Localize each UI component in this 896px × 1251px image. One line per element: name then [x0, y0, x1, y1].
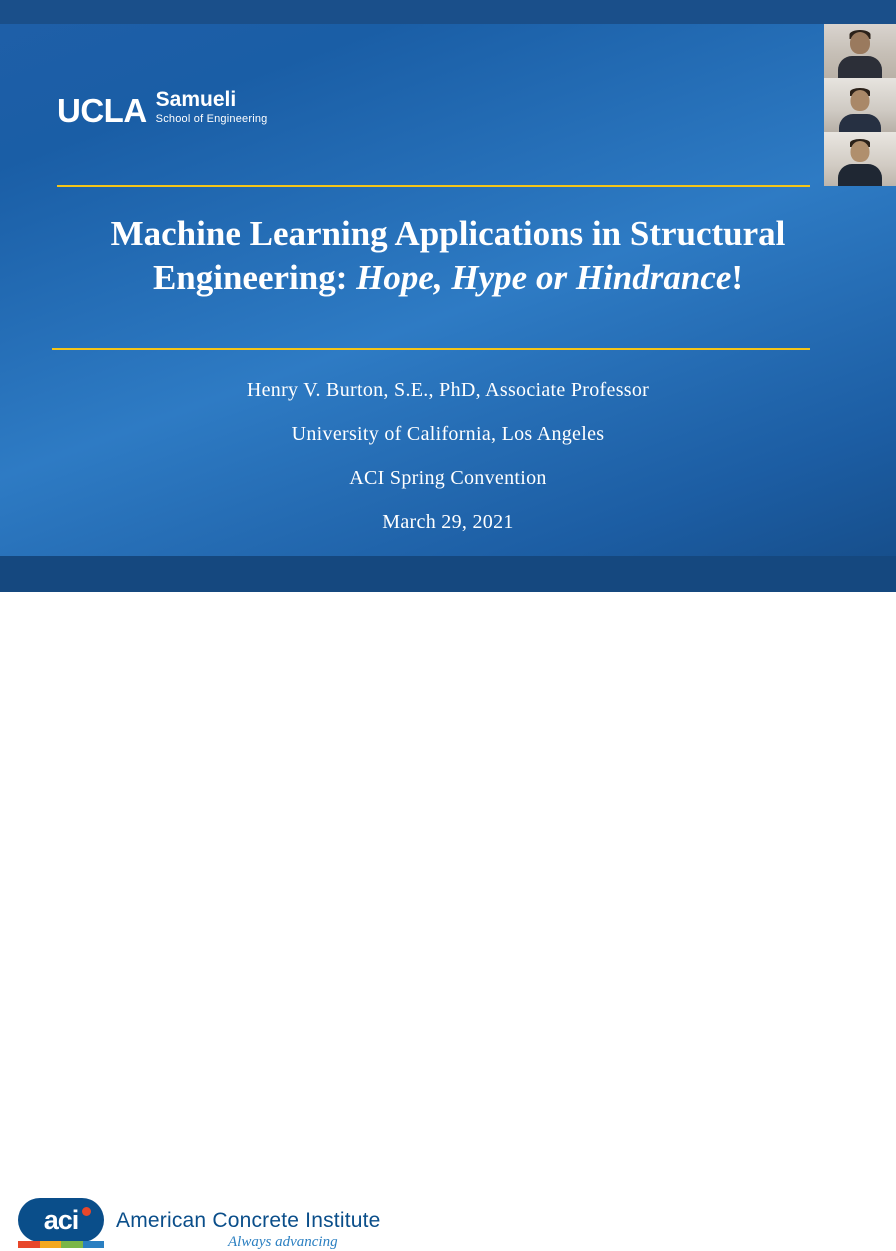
slide-title-emphasis: Hope, Hype or Hindrance: [356, 257, 732, 297]
aci-logo-dot-icon: [82, 1207, 91, 1216]
aci-logo-stripes: [18, 1241, 104, 1248]
participant-video-3[interactable]: [824, 132, 896, 186]
participant-3-head: [851, 141, 870, 162]
slide-author-block: [60, 368, 836, 544]
slide-bottom-band: [0, 556, 896, 592]
event-date: March 29, 2021: [382, 511, 514, 533]
participant-video-strip[interactable]: [824, 24, 896, 186]
aci-organization-name: American Concrete Institute: [116, 1209, 381, 1232]
gold-divider-bottom: [52, 348, 810, 350]
participant-1-head: [850, 32, 870, 54]
slide-title-punctuation: !: [731, 257, 744, 297]
slide-title-line-2: [60, 256, 836, 300]
participant-3-torso: [838, 164, 882, 186]
participant-1-torso: [838, 56, 882, 78]
ucla-samueli-logo: [57, 88, 268, 130]
slide-title-subject: Engineering:: [152, 257, 357, 297]
participant-video-2[interactable]: [824, 78, 896, 132]
ucla-wordmark: UCLA: [57, 92, 147, 130]
ucla-unit-name: Samueli: [155, 88, 237, 111]
slide-canvas: [0, 0, 896, 592]
slide-top-band: [0, 0, 896, 24]
participant-video-1[interactable]: [824, 24, 896, 78]
presenter-name: Henry V. Burton, S.E., PhD, Associate Professor: [246, 379, 650, 401]
participant-2-head: [851, 90, 870, 111]
slide-title-line-1: Machine Learning Applications in Structural: [110, 214, 786, 253]
aci-footer-bar: [0, 592, 896, 1250]
ucla-logo-subtext: [156, 89, 268, 127]
participant-2-torso: [839, 114, 881, 132]
event-name: ACI Spring Convention: [349, 467, 547, 489]
gold-divider-top: [57, 185, 810, 187]
aci-logo-text: aci: [43, 1205, 79, 1235]
slide-title: [60, 212, 836, 300]
aci-tagline: Always advancing: [228, 1234, 338, 1250]
aci-logo: [18, 1198, 104, 1242]
presenter-affiliation: University of California, Los Angeles: [291, 423, 605, 445]
ucla-school-name: School of Engineering: [155, 113, 268, 125]
